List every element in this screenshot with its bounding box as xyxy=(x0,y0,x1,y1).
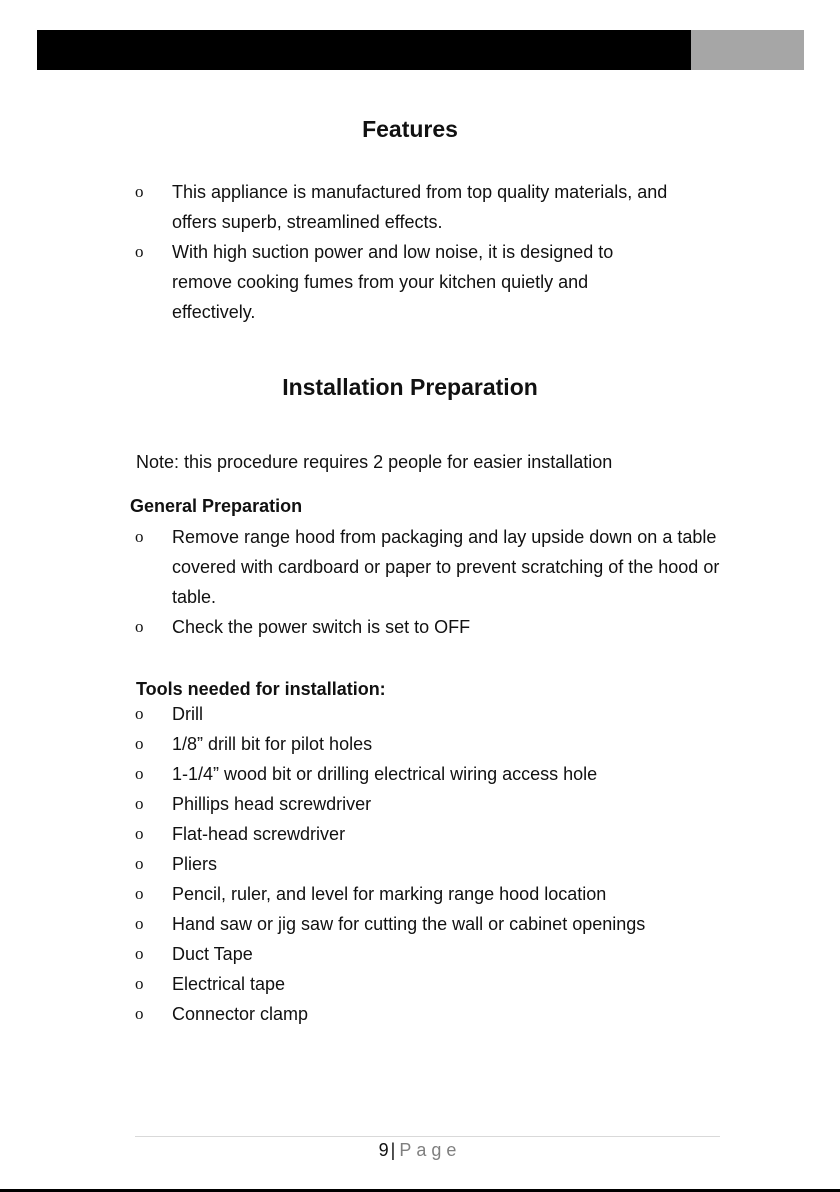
list-item-text: Pencil, ruler, and level for marking range hood location xyxy=(172,884,607,904)
page-number: 9 xyxy=(378,1140,389,1160)
bullet-icon: o xyxy=(135,242,144,261)
list-item xyxy=(135,999,735,1029)
list-item xyxy=(135,729,735,759)
list-item-text: Flat-head screwdriver xyxy=(172,824,346,844)
bullet-icon: o xyxy=(135,704,144,723)
bullet-icon: o xyxy=(135,527,144,546)
list-item xyxy=(135,819,735,849)
list-item xyxy=(135,849,735,879)
bullet-icon: o xyxy=(135,182,144,201)
list-item-text: Drill xyxy=(172,704,203,724)
list-item-text: Duct Tape xyxy=(172,944,253,964)
header-bar xyxy=(37,30,691,70)
list-item xyxy=(135,759,735,789)
page-footer xyxy=(0,1136,840,1164)
list-item xyxy=(135,612,725,642)
general-preparation-list xyxy=(135,522,725,642)
bullet-icon: o xyxy=(135,764,144,783)
general-preparation-heading: General Preparation xyxy=(130,496,303,516)
bullet-icon: o xyxy=(135,854,144,873)
list-item xyxy=(135,522,725,612)
list-item-text: Electrical tape xyxy=(172,974,286,994)
list-item-text: Phillips head screwdriver xyxy=(172,794,372,814)
list-item xyxy=(135,969,735,999)
list-item xyxy=(135,699,735,729)
header-tab xyxy=(691,30,804,70)
bullet-icon: o xyxy=(135,1004,144,1023)
list-item-text: This appliance is manufactured from top quality materials, and offers superb, streamlined effects. xyxy=(172,182,668,232)
bullet-icon: o xyxy=(135,884,144,903)
bullet-icon: o xyxy=(135,944,144,963)
bullet-icon: o xyxy=(135,974,144,993)
features-heading: Features xyxy=(362,116,458,142)
list-item xyxy=(135,939,735,969)
list-item xyxy=(135,789,735,819)
installation-heading: Installation Preparation xyxy=(282,374,538,400)
features-list xyxy=(135,177,675,327)
installation-note: Note: this procedure requires 2 people for easier installation xyxy=(136,452,613,472)
list-item-text: Pliers xyxy=(172,854,218,874)
tools-list xyxy=(135,699,735,1029)
list-item-text: 1-1/4” wood bit or drilling electrical wiring access hole xyxy=(172,764,598,784)
list-item xyxy=(135,909,735,939)
list-item-text: Check the power switch is set to OFF xyxy=(172,617,471,637)
list-item-text: With high suction power and low noise, it is designed to remove cooking fumes from your kitchen quietly and effectively. xyxy=(172,242,614,322)
list-item xyxy=(135,177,675,237)
list-item xyxy=(135,879,735,909)
list-item-text: Connector clamp xyxy=(172,1004,309,1024)
page-label: Page xyxy=(399,1140,462,1160)
list-item-text: Hand saw or jig saw for cutting the wall or cabinet openings xyxy=(172,914,646,934)
list-item-text: 1/8” drill bit for pilot holes xyxy=(172,734,373,754)
tools-heading: Tools needed for installation: xyxy=(136,679,386,699)
list-item-text: Remove range hood from packaging and lay upside down on a table covered with cardboard or paper to prevent scratching of the hood or table. xyxy=(172,527,720,607)
bullet-icon: o xyxy=(135,794,144,813)
bullet-icon: o xyxy=(135,914,144,933)
bullet-icon: o xyxy=(135,824,144,843)
bullet-icon: o xyxy=(135,617,144,636)
bullet-icon: o xyxy=(135,734,144,753)
footer-separator: | xyxy=(390,1140,396,1160)
list-item xyxy=(135,237,675,327)
